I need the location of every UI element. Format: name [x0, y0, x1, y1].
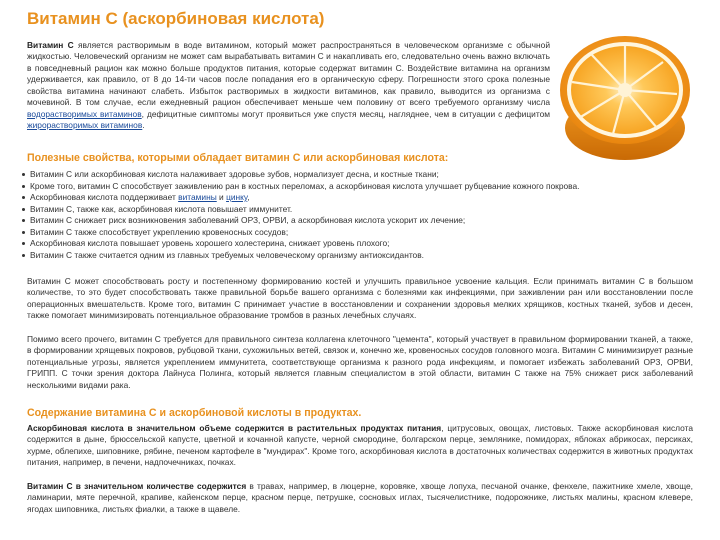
orange-slice-icon: [557, 32, 693, 164]
list-item: [22, 238, 702, 250]
intro-text-b: , дефицитные симптомы могут проявиться уже спустя месяц, нагляднее, чем в ситуации с дефицитом: [141, 108, 550, 119]
link-vitamins[interactable]: витамины: [178, 192, 217, 203]
intro-term: Витамин С: [27, 40, 74, 50]
paragraph-collagen: Помимо всего прочего, витамин С требуется для правильного синтеза коллагена клеточного "цемента", который участвует в правильном формировании тканей, а также, в формировании хрящевых покровов, рубцовой ткани, сухожильных ветей, связок и, конечно же, кровеносных сосудов головного мозга. Витамин С минимизирует разные потенциальные угрозы, является укреплением иммунитета, соответствующе организма к разного рода инфекциям, и помогает избежать заболеваний ОРЗ, ОРВИ, ГРИПП. С точки зрения доктора Лайнуса Полинга, который является главным специалистом в этой области, витамин С также на 75% снижает риск заболеваний несколькими видами рака.: [27, 334, 693, 390]
paragraph-herbs-text: в травах, например, в люцерне, коровяке, хвоще лопуха, песчаной очанке, фенхеле, пажитнике хмеле, хвоще, ламинарии, мяте перечной, крапиве, кайенском перце, красном перце, петрушке, сосновых иглах, тысячелистнике, подорожнике, листьях малины, красном клевере, ягодах шиповника, листьях фиалки, а также в щавеле.: [27, 481, 693, 514]
content-heading: Содержание витамина С и аскорбиновой кислоты в продуктах.: [27, 407, 362, 419]
link-fat-soluble-vitamins[interactable]: жирорастворимых витаминов: [27, 120, 143, 131]
list-item-text: и: [216, 192, 227, 203]
list-item: [22, 227, 702, 239]
properties-heading: Полезные свойства, которыми обладает витамин С или аскорбиновая кислота:: [27, 152, 449, 164]
paragraph-bone-growth: Витамин С может способствовать росту и постепенному формированию костей и улучшить правильное усвоение кальция. Если принимать витамин С в большом количестве, то это будет способствовать также правильной борьбе вашего организма с болезнями как инфекциями, при заживлении ран или восстановлении после операционных вмешательств. Кроме того, витамин С принимает участие в восстановлении и сохранении здоровья мелких хрящиков, костных тканей, зубов и десен, также помогает минимизировать потенциальное образование тромбов в разных лечебных случаях.: [27, 276, 693, 321]
list-item-text: Витамин С или аскорбиновая кислота налаживает здоровье зубов, нормализует десна, и костные ткани;: [30, 169, 439, 179]
list-item: [22, 192, 702, 204]
intro-text-c: .: [142, 120, 145, 131]
link-water-soluble-vitamins[interactable]: водорастворимых витаминов: [27, 108, 142, 119]
list-item: [22, 215, 702, 227]
list-item: [22, 250, 702, 262]
list-item: [22, 169, 702, 181]
orange-slice-image: [557, 32, 693, 164]
page-title: Витамин С (аскорбиновая кислота): [27, 9, 325, 28]
properties-list: [22, 169, 702, 261]
link-zinc[interactable]: цинку: [226, 192, 248, 203]
paragraph-foods-text: , цитрусовых, овощах, листовых. Также аскорбиновая кислота содержится в дыне, брюссельской капусте, цветной и кочанной капусте, черной смородине, болгарском перце, землянике, помидорах, яблоках абрикосах, персиках, хурме, облепихе, шиповнике, рябине, печеном картофеле в "мундирах". Кроме того, аскорбиновая кислота в достаточных количествах содержится в животных продуктах питания, например, в печени, надпочечниках, почках.: [27, 423, 694, 468]
intro-paragraph: [27, 40, 550, 132]
list-item-text: Витамин С, также как, аскорбиновая кислота повышает иммунитет.: [30, 203, 293, 214]
list-item-text: Витамин С снижает риск возникновения заболеваний ОРЗ, ОРВИ, а аскорбиновая кислота ускорит их лечение;: [30, 215, 466, 226]
intro-text-a: является растворимым в воде витамином, который может распространяться в человеческом организме с обычной жидкостью. Человеческий организм не может сам вырабатывать витамин С и накапливать его, следовательно очень важно включать в повседневный рацион как можно больше продуктов питания, которые содержат витамин С. Воздействие витамина на организм удерживается, как правило, от 8 до 14-ти часов после попадания его в органическую сферу. Погрешности этого срока полезные свойства витамина начинают слабеть. Избыток растворимых в жидкости витаминов, как правило, выводится из организма с мочевиной. В том случае, если ежедневный рацион обеспечивает меньше чем половину от всего требуемого организму числа: [27, 40, 550, 108]
paragraph-herbs-term: Витамин С в значительном количестве содержится: [27, 481, 247, 491]
list-item-text: Кроме того, витамин С способствует заживлению ран в костных переломах, а аскорбиновая кислота улучшает рубцевание кожного покрова.: [30, 180, 580, 191]
list-item-text: ,: [247, 192, 250, 203]
list-item-text: Аскорбиновая кислота поддерживает: [30, 192, 179, 203]
list-item-text: Аскорбиновая кислота повышает уровень хорошего холестерина, снижает уровень плохого;: [30, 238, 390, 249]
list-item-text: Витамин С также способствует укреплению кровеносных сосудов;: [30, 226, 289, 237]
paragraph-foods: [27, 423, 693, 469]
list-item: [22, 204, 702, 216]
list-item: [22, 181, 702, 193]
paragraph-foods-term: Аскорбиновая кислота в значительном объеме содержится в растительных продуктах питания: [27, 423, 442, 433]
paragraph-herbs: [27, 481, 693, 515]
list-item-text: Витамин С также считается одним из главных требуемых человеческому организму антиоксидантов.: [30, 249, 424, 260]
